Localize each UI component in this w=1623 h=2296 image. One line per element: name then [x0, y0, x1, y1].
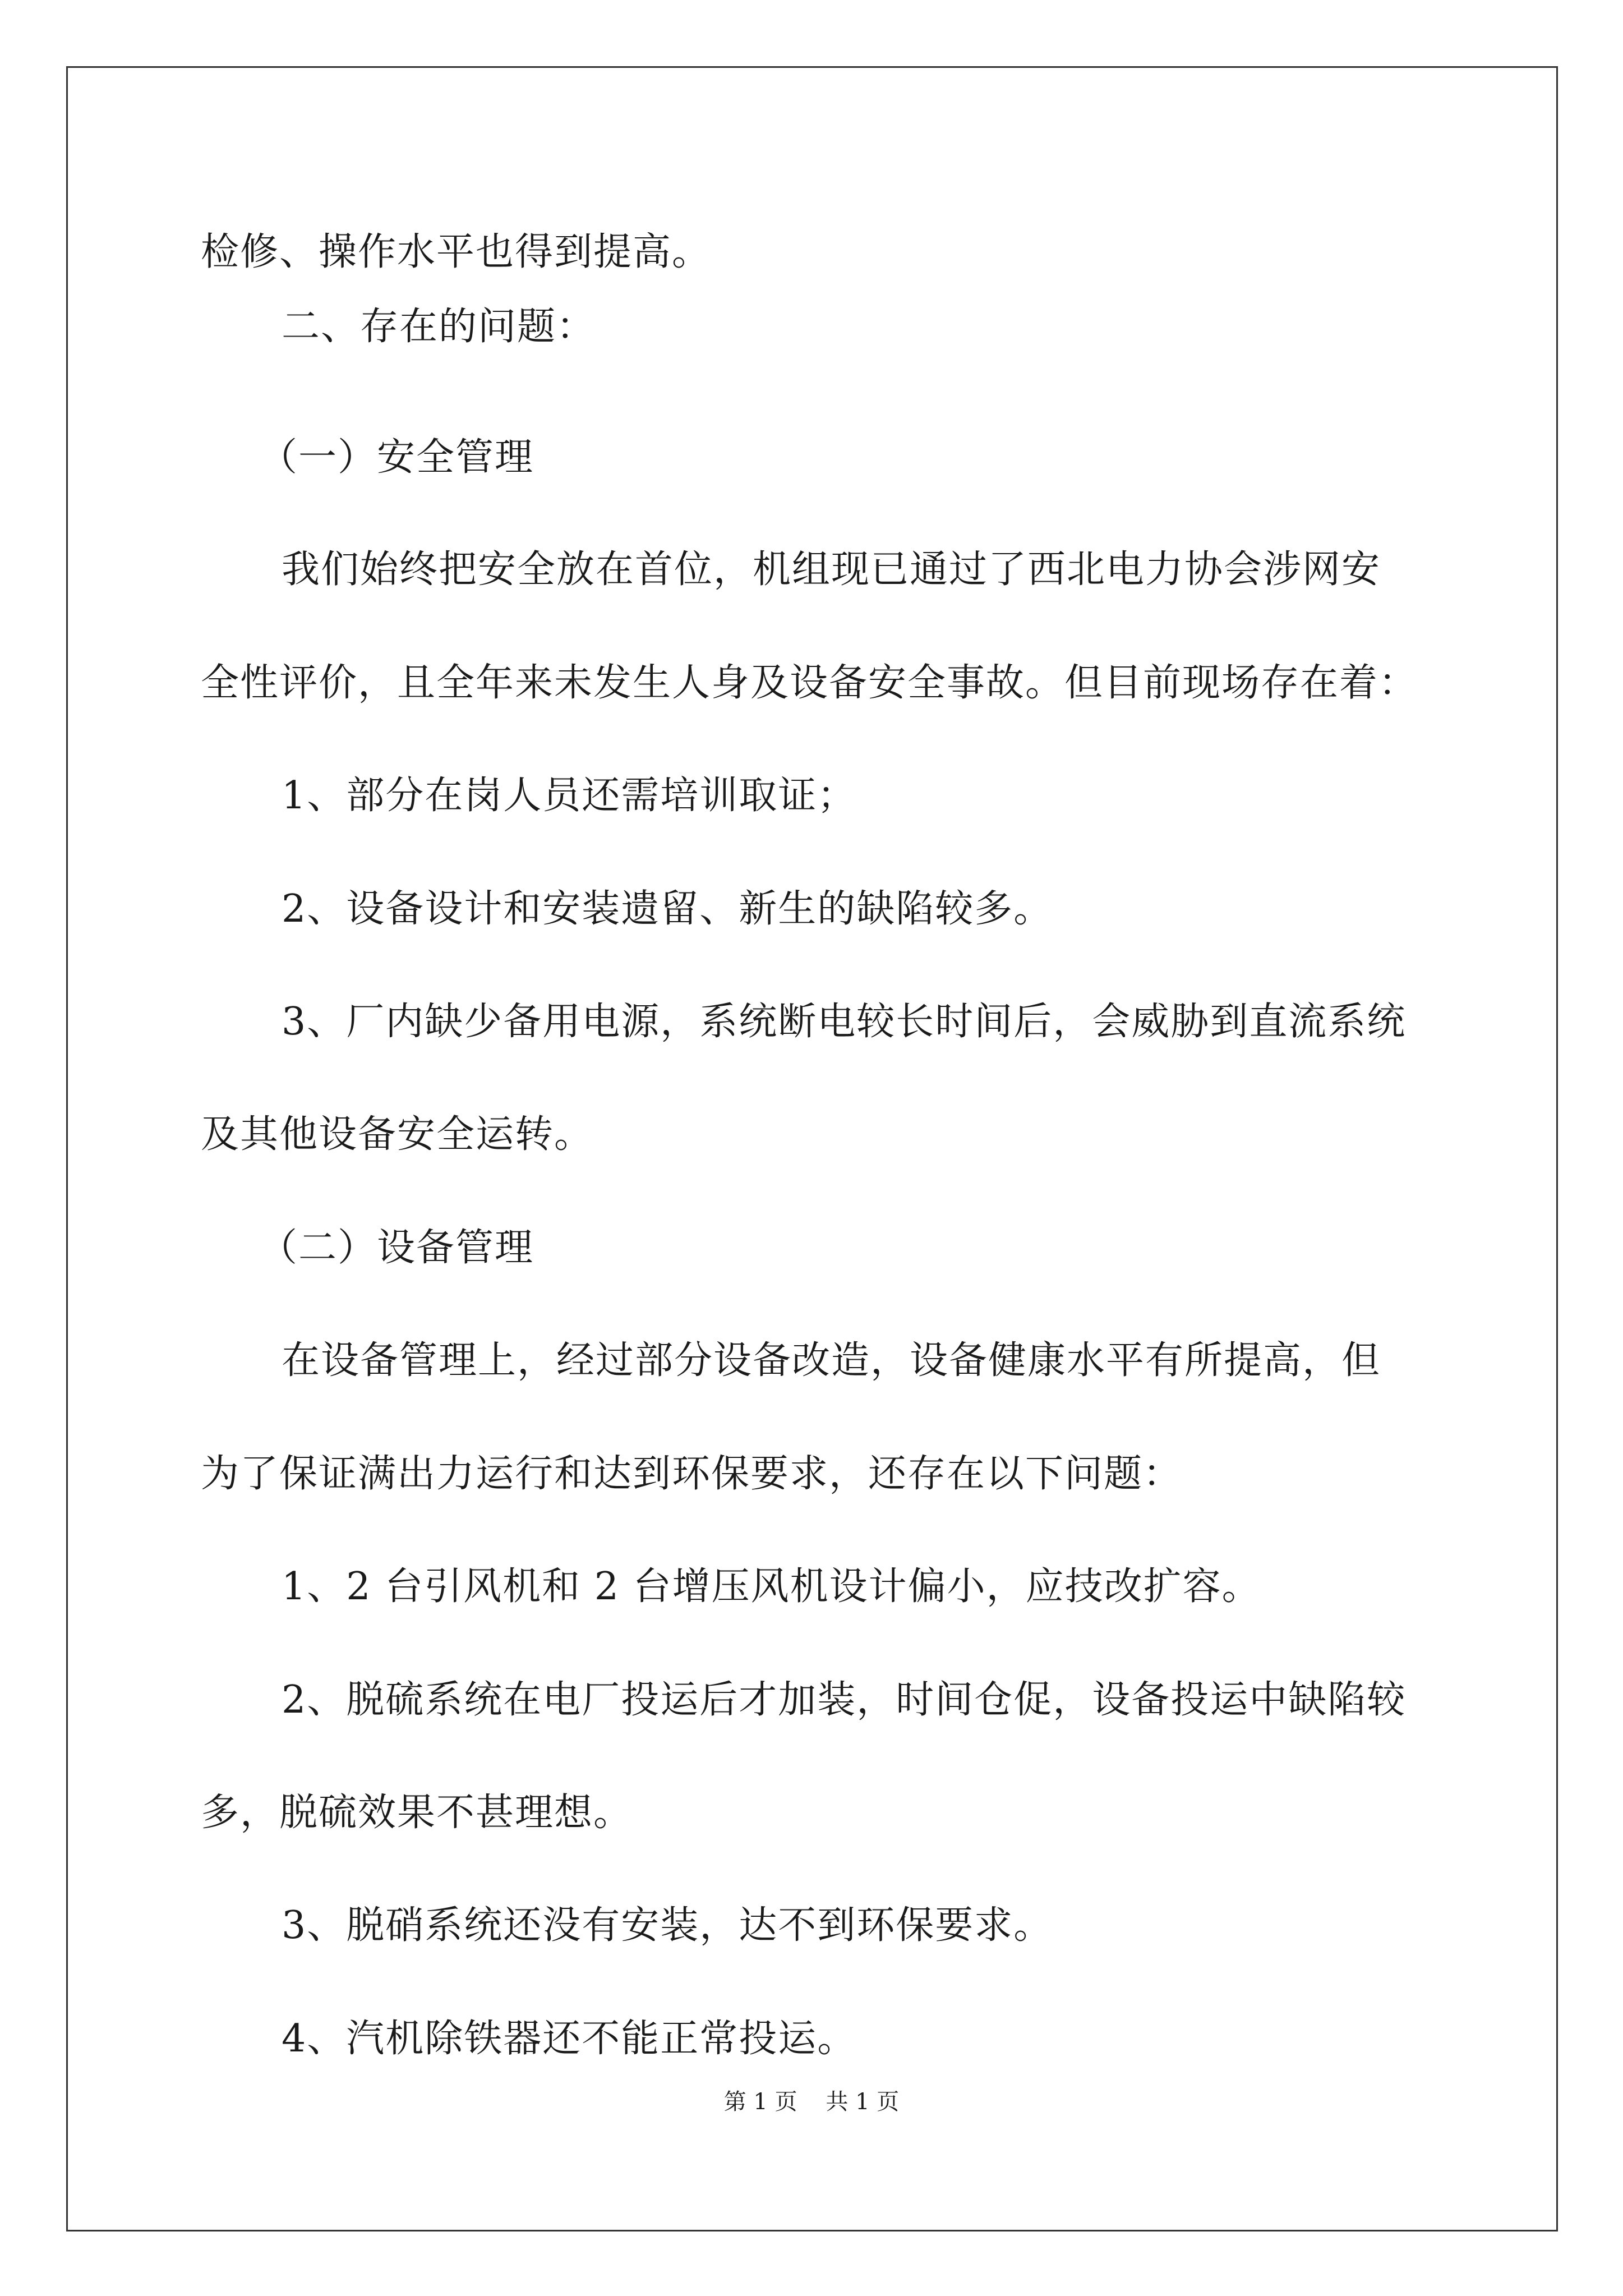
paragraph-line: 全性评价，且全年来未发生人身及设备安全事故。但目前现场存在着：: [201, 661, 1418, 705]
paragraph-line: 我们始终把安全放在首位，机组现已通过了西北电力协会涉网安: [282, 547, 1381, 592]
subsection-heading: （一）安全管理: [259, 435, 534, 480]
list-item: 2、脱硫系统在电厂投运后才加装，时间仓促，设备投运中缺陷较: [282, 1678, 1407, 1722]
list-item: 1、部分在岗人员还需培训取证；: [282, 774, 857, 818]
paragraph-line: 为了保证满出力运行和达到环保要求，还存在以下问题：: [201, 1452, 1183, 1496]
page-footer: 第 1 页 共 1 页: [723, 2089, 900, 2115]
list-item: 1、2 台引风机和 2 台增压风机设计偏小，应技改扩容。: [282, 1565, 1261, 1609]
paragraph-line: 检修、操作水平也得到提高。: [201, 230, 712, 274]
section-heading: 二、存在的问题：: [282, 305, 596, 349]
paragraph-line: 多，脱硫效果不甚理想。: [201, 1791, 633, 1835]
list-item: 3、厂内缺少备用电源，系统断电较长时间后，会威胁到直流系统: [282, 1000, 1407, 1044]
paragraph-line: 在设备管理上，经过部分设备改造，设备健康水平有所提高，但: [282, 1338, 1381, 1383]
subsection-heading: （二）设备管理: [259, 1226, 534, 1270]
list-item: 3、脱硝系统还没有安装，达不到环保要求。: [282, 1903, 1053, 1948]
paragraph-line: 及其他设备安全运转。: [201, 1112, 594, 1157]
list-item: 4、汽机除铁器还不能正常投运。: [282, 2017, 857, 2061]
list-item: 2、设备设计和安装遗留、新生的缺陷较多。: [282, 887, 1053, 931]
